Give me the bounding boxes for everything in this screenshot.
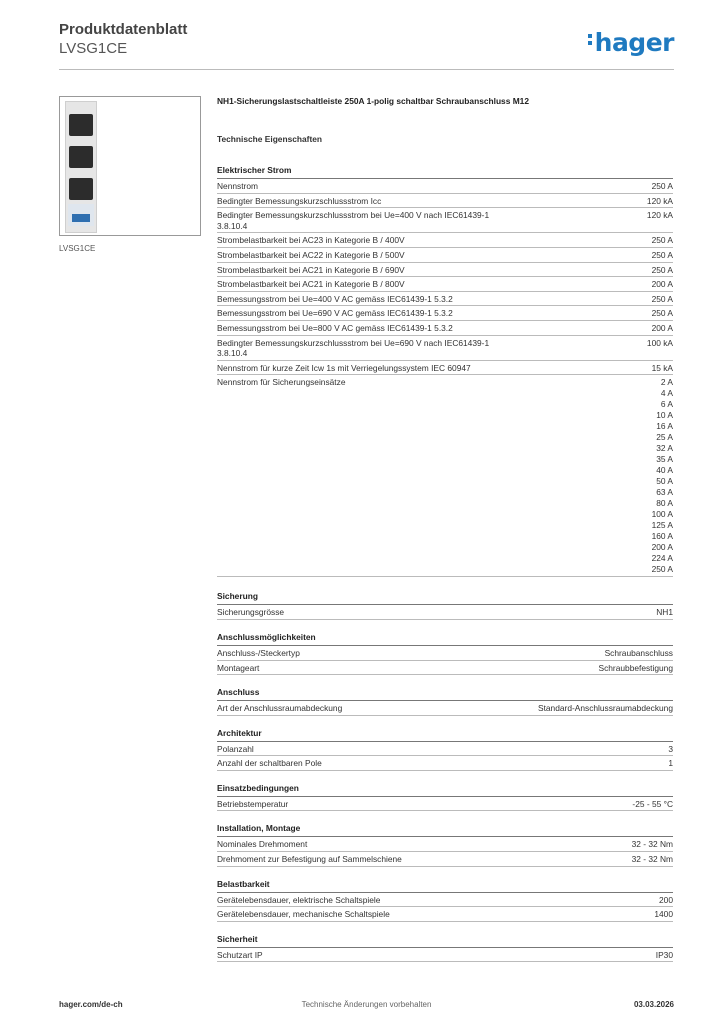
footer-date: 03.03.2026 [633, 1000, 674, 1009]
property-row [217, 701, 673, 716]
property-value: 15 kA [651, 362, 673, 373]
property-row [217, 179, 673, 194]
property-label: Sicherungsgrösse [217, 607, 285, 618]
property-value: 100 A [651, 509, 673, 520]
property-value: 250 A [651, 564, 673, 575]
property-value: 250 A [651, 293, 673, 304]
property-row [217, 233, 673, 248]
property-value: NH1 [656, 607, 673, 618]
property-label: Bemessungsstrom bei Ue=400 V AC gemäss IEC61439-1 5.3.2 [217, 293, 453, 304]
property-value: 160 A [651, 531, 673, 542]
property-row [217, 306, 673, 321]
product-image-caption: LVSG1CE [59, 244, 96, 253]
property-row [217, 605, 673, 620]
property-label: Nennstrom für Sicherungseinsätze [217, 377, 346, 388]
property-value: 250 A [651, 308, 673, 319]
logo-dots-icon [588, 34, 593, 48]
property-value: 120 kA [646, 195, 673, 206]
property-value-list [652, 377, 673, 575]
section-heading: Einsatzbedingungen [217, 783, 673, 797]
property-value: 100 kA [646, 337, 673, 348]
property-value: 1 [668, 758, 673, 769]
property-label: Gerätelebensdauer, elektrische Schaltspiele [217, 894, 381, 905]
footer-disclaimer: Technische Änderungen vorbehalten [301, 1000, 432, 1009]
property-row [217, 248, 673, 263]
property-value: 3 [668, 743, 673, 754]
property-label: Gerätelebensdauer, mechanische Schaltspiele [217, 909, 390, 920]
property-value: 125 A [651, 520, 673, 531]
property-value: 250 A [651, 181, 673, 191]
property-value: 200 A [651, 542, 673, 553]
property-label: Nominales Drehmoment [217, 839, 308, 850]
section-heading: Installation, Montage [217, 823, 673, 837]
property-value: 250 A [651, 235, 673, 246]
section-heading: Architektur [217, 728, 673, 742]
header-divider [59, 69, 674, 70]
property-value: 1400 [654, 909, 673, 920]
property-label: Strombelastbarkeit bei AC21 in Kategorie B / 690V [217, 264, 405, 275]
property-value: 32 - 32 Nm [631, 854, 673, 865]
property-value: 250 A [651, 264, 673, 275]
section-heading: Anschlussmöglichkeiten [217, 632, 673, 646]
property-value: 224 A [651, 553, 673, 564]
property-row [217, 194, 673, 209]
document-title: Produktdatenblatt [59, 21, 188, 38]
property-value: 25 A [656, 432, 673, 443]
footer-website-link[interactable]: hager.com/de-ch [59, 1000, 123, 1009]
property-row [217, 321, 673, 336]
property-row [217, 646, 673, 661]
property-value: Schraubbefestigung [598, 662, 673, 673]
section-heading: Sicherung [217, 591, 673, 605]
property-row [217, 208, 673, 233]
property-row [217, 852, 673, 867]
property-label: Strombelastbarkeit bei AC21 in Kategorie B / 800V [217, 279, 405, 290]
property-value: 200 A [651, 279, 673, 290]
property-row [217, 756, 673, 771]
property-label: Nennstrom [217, 181, 258, 191]
property-value: 80 A [656, 498, 673, 509]
property-sections [217, 165, 673, 962]
property-value: Standard-Anschlussraumabdeckung [537, 703, 673, 714]
product-image [65, 101, 97, 233]
property-value: IP30 [655, 949, 673, 960]
datasheet-main [217, 96, 673, 962]
property-label: Bemessungsstrom bei Ue=690 V AC gemäss IEC61439-1 5.3.2 [217, 308, 453, 319]
property-row [217, 742, 673, 757]
property-row [217, 907, 673, 922]
section-heading: Sicherheit [217, 934, 673, 948]
property-row [217, 336, 673, 361]
section-heading: Anschluss [217, 687, 673, 701]
property-value: 35 A [656, 454, 673, 465]
document-subtitle: LVSG1CE [59, 40, 128, 57]
property-value: 2 A [660, 377, 673, 388]
property-row [217, 797, 673, 812]
property-label: Montageart [217, 662, 260, 673]
property-label: Betriebstemperatur [217, 798, 289, 809]
section-heading: Belastbarkeit [217, 879, 673, 893]
property-value: 4 A [660, 388, 673, 399]
property-label: Polanzahl [217, 743, 254, 754]
property-row [217, 661, 673, 676]
property-row [217, 948, 673, 963]
property-label: Strombelastbarkeit bei AC23 in Kategorie B / 400V [217, 235, 405, 246]
property-value: 63 A [656, 487, 673, 498]
property-value: 32 A [656, 443, 673, 454]
product-description: NH1-Sicherungslastschaltleiste 250A 1-polig schaltbar Schraubanschluss M12 [217, 96, 529, 106]
property-value: 120 kA [646, 210, 673, 221]
property-label: Strombelastbarkeit bei AC22 in Kategorie B / 500V [217, 249, 405, 260]
property-label: Nennstrom für kurze Zeit Icw 1s mit Verriegelungssystem IEC 60947 [217, 362, 471, 373]
technical-properties-heading: Technische Eigenschaften [217, 134, 323, 144]
property-row [217, 277, 673, 292]
property-value: 16 A [656, 421, 673, 432]
property-row [217, 893, 673, 908]
product-image-frame [59, 96, 201, 236]
property-label: Anzahl der schaltbaren Pole [217, 758, 322, 769]
property-row [217, 375, 673, 577]
property-label: Bedingter Bemessungskurzschlussstrom bei Ue=400 V nach IEC61439-1 3.8.10.4 [217, 210, 490, 231]
property-label: Bedingter Bemessungskurzschlussstrom bei Ue=690 V nach IEC61439-1 3.8.10.4 [217, 337, 490, 359]
property-row [217, 292, 673, 307]
property-label: Bedingter Bemessungskurzschlussstrom Icc [217, 195, 382, 206]
property-value: 10 A [656, 410, 673, 421]
property-value: 200 [659, 894, 673, 905]
property-label: Anschluss-/Steckertyp [217, 647, 300, 658]
property-row [217, 263, 673, 278]
logo-text: hager [594, 28, 674, 57]
hager-logo [588, 28, 674, 57]
property-row [217, 837, 673, 852]
property-label: Drehmoment zur Befestigung auf Sammelschiene [217, 854, 402, 865]
property-label: Bemessungsstrom bei Ue=800 V AC gemäss IEC61439-1 5.3.2 [217, 322, 453, 333]
property-value: -25 - 55 °C [632, 798, 673, 809]
section-heading: Elektrischer Strom [217, 165, 673, 179]
property-value: 6 A [660, 399, 673, 410]
property-value: 200 A [651, 322, 673, 333]
property-row [217, 361, 673, 376]
property-value: 32 - 32 Nm [631, 839, 673, 850]
property-value: 50 A [656, 476, 673, 487]
property-value: 40 A [656, 465, 673, 476]
property-value: Schraubanschluss [604, 647, 673, 658]
page-header [59, 20, 674, 68]
property-label: Schutzart IP [217, 949, 263, 960]
property-value: 250 A [651, 249, 673, 260]
property-label: Art der Anschlussraumabdeckung [217, 703, 343, 714]
